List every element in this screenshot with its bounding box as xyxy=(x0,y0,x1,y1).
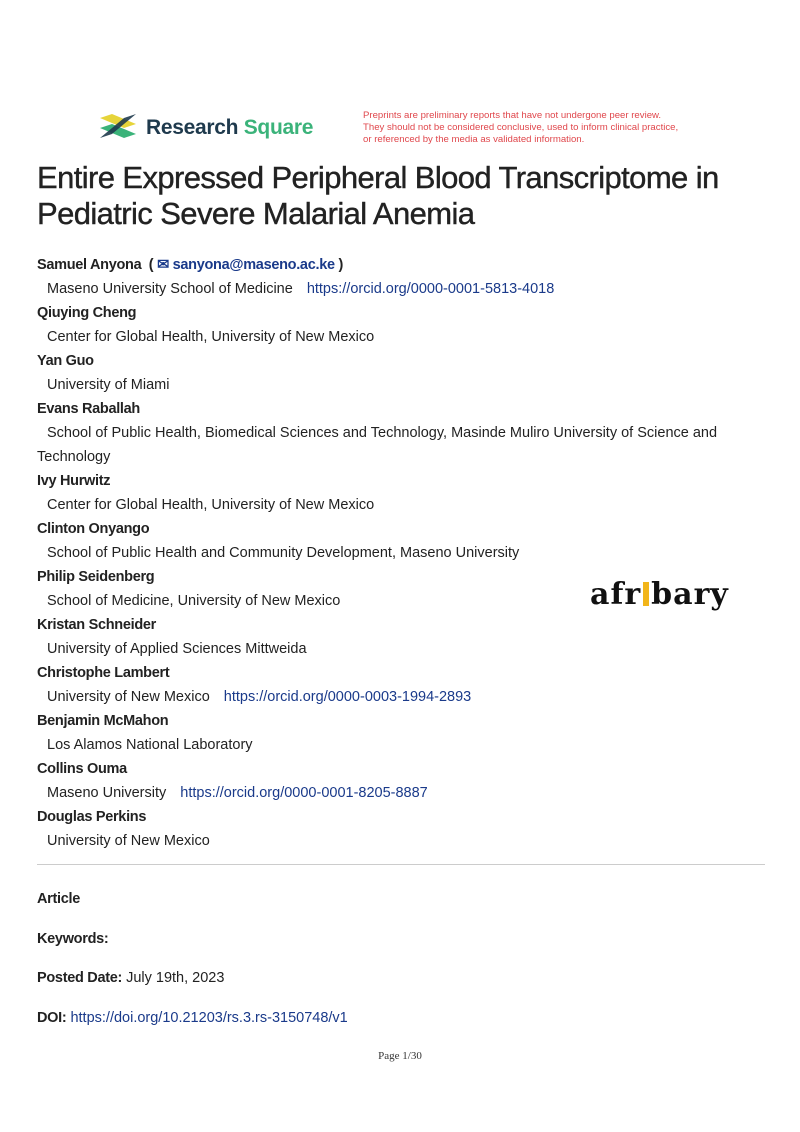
logo-text: Research xyxy=(146,116,239,139)
author-affiliation: University of Applied Sciences Mittweida xyxy=(47,641,307,657)
article-type: Article xyxy=(37,891,81,907)
author-name: Benjamin McMahon xyxy=(37,713,169,729)
author-list xyxy=(37,253,767,853)
author-name: Christophe Lambert xyxy=(37,665,170,681)
author-affiliation: University of New Mexico https://orcid.org/0000-0003-1994-2893 xyxy=(47,689,472,705)
author-name: Samuel Anyona ( ✉ sanyona@maseno.ac.ke ) xyxy=(37,257,343,273)
keywords: Keywords: xyxy=(37,931,109,947)
pencil-icon xyxy=(643,582,649,606)
author-affiliation: School of Public Health and Community Development, Maseno University xyxy=(47,545,520,561)
page-number: Page 1/30 xyxy=(378,1050,422,1062)
author-name: Yan Guo xyxy=(37,353,94,369)
author-affiliation: Los Alamos National Laboratory xyxy=(47,737,253,753)
research-square-logo[interactable] xyxy=(98,114,313,142)
author-affiliation: Center for Global Health, University of New Mexico xyxy=(47,329,375,345)
afribary-watermark: afr bary xyxy=(590,577,729,612)
doi: DOI: https://doi.org/10.21203/rs.3.rs-3150748/v1 xyxy=(37,1010,348,1026)
author-name: Douglas Perkins xyxy=(37,809,147,825)
author-affiliation: School of Medicine, University of New Mexico xyxy=(47,593,341,609)
divider xyxy=(37,864,765,865)
author-affiliation: Maseno University School of Medicine https://orcid.org/0000-0001-5813-4018 xyxy=(47,281,555,297)
preprint-disclaimer xyxy=(363,110,678,146)
author-name: Ivy Hurwitz xyxy=(37,473,111,489)
author-name: Philip Seidenberg xyxy=(37,569,155,585)
author-name: Qiuying Cheng xyxy=(37,305,137,321)
author-email-link[interactable]: sanyona@maseno.ac.ke xyxy=(172,257,335,273)
author-affiliation: University of New Mexico xyxy=(47,833,210,849)
author-affiliation: Center for Global Health, University of New Mexico xyxy=(47,497,375,513)
disclaimer-line: They should not be considered conclusive, used to inform clinical practice, xyxy=(363,122,679,133)
author-affiliation: Maseno University https://orcid.org/0000-0001-8205-8887 xyxy=(47,785,428,801)
posted-date: Posted Date: July 19th, 2023 xyxy=(37,970,225,986)
email-icon: ✉ xyxy=(157,257,173,273)
author-affiliation: University of Miami xyxy=(47,377,170,393)
disclaimer-line: or referenced by the media as validated information. xyxy=(363,134,585,145)
author-affiliation: School of Public Health, Biomedical Sciences and Technology, Masinde Muliro University of Science and Technology xyxy=(37,425,718,465)
author-name: Clinton Onyango xyxy=(37,521,150,537)
orcid-link[interactable]: https://orcid.org/0000-0001-8205-8887 xyxy=(180,785,428,801)
author-name: Evans Raballah xyxy=(37,401,140,417)
orcid-link[interactable]: https://orcid.org/0000-0001-5813-4018 xyxy=(306,281,555,297)
author-name: Kristan Schneider xyxy=(37,617,156,633)
research-square-logo-icon xyxy=(98,114,138,142)
author-name: Collins Ouma xyxy=(37,761,127,777)
logo-text-accent: Square xyxy=(243,116,314,139)
orcid-link[interactable]: https://orcid.org/0000-0003-1994-2893 xyxy=(223,689,472,705)
doi-link[interactable]: https://doi.org/10.21203/rs.3.rs-3150748/v1 xyxy=(70,1010,348,1026)
paper-title: Entire Expressed Peripheral Blood Transcriptome in Pediatric Severe Malarial Anemia xyxy=(37,160,719,231)
disclaimer-line: Preprints are preliminary reports that have not undergone peer review. xyxy=(363,110,662,121)
